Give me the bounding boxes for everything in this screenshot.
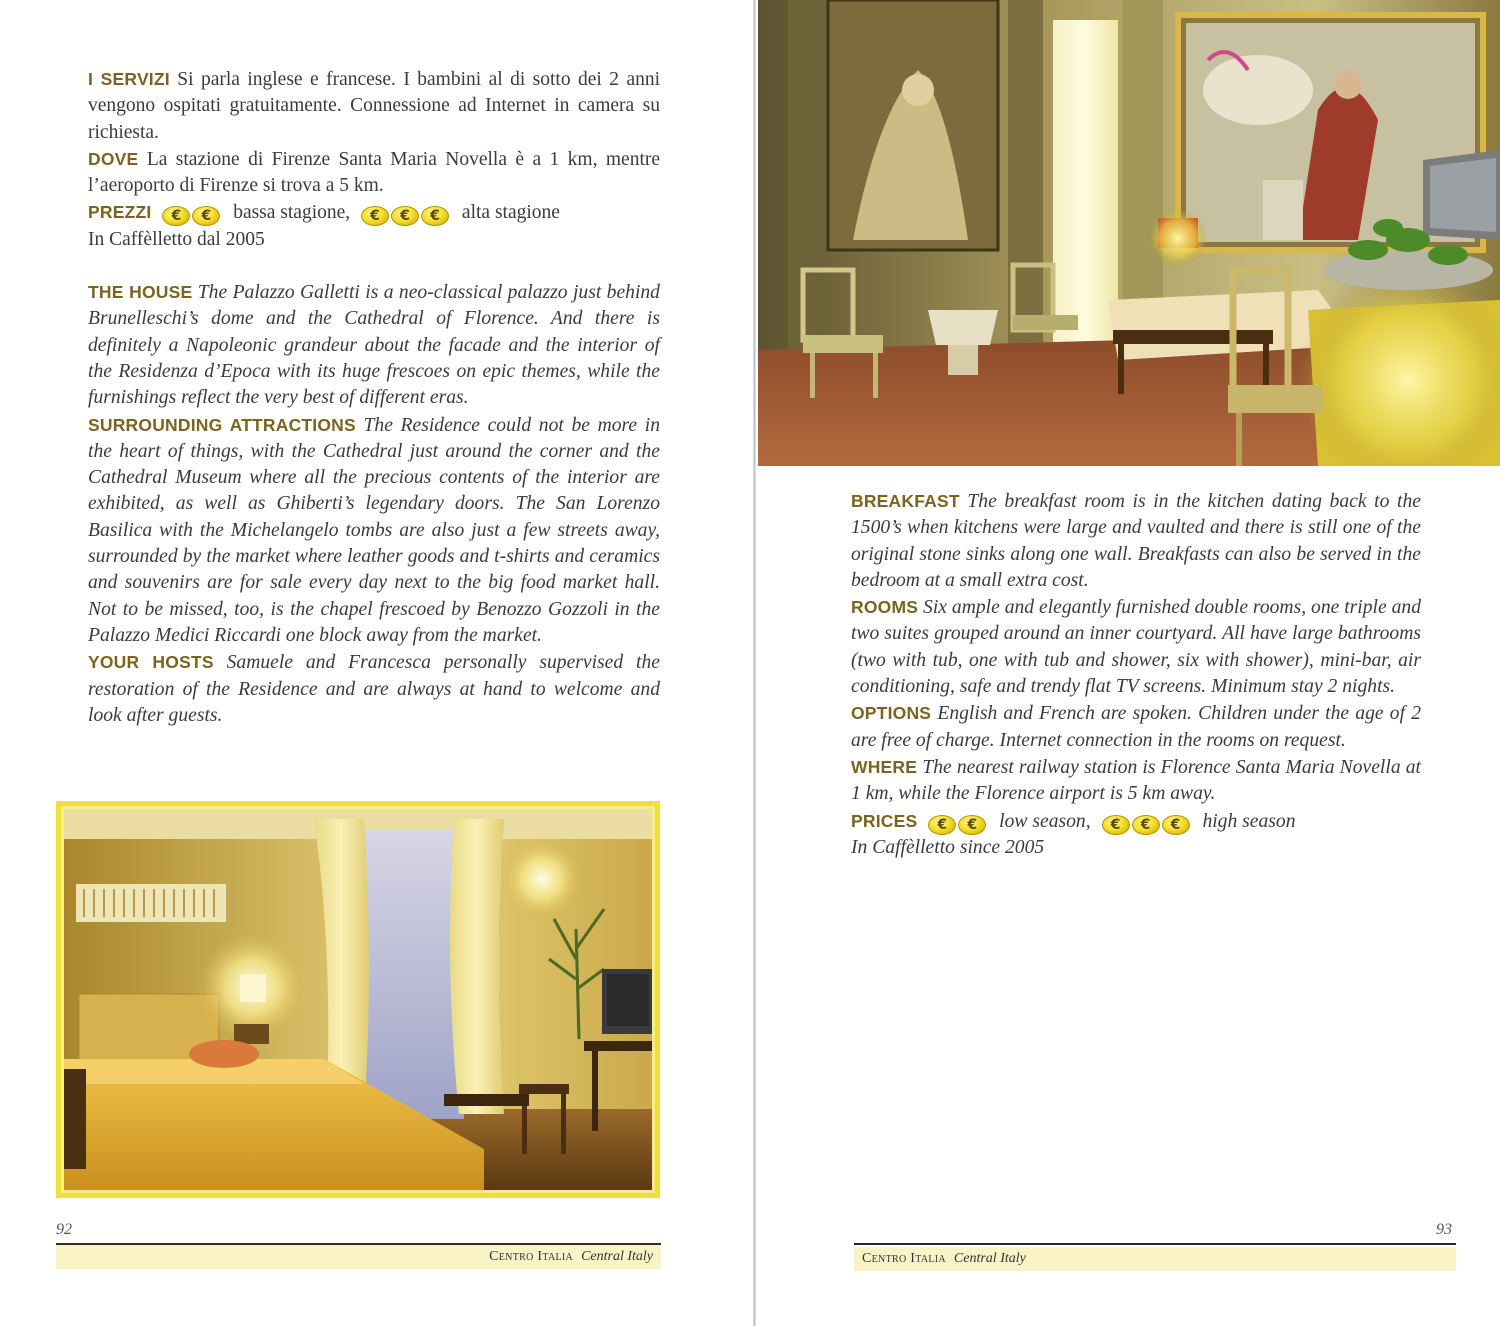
bedroom-photo (56, 801, 660, 1198)
dove-label: DOVE (88, 148, 139, 169)
prezzi-paragraph (88, 199, 660, 226)
euro-coin-icon: € (1132, 815, 1160, 835)
prices-high-text: high season (1202, 810, 1296, 832)
hosts-label: YOUR HOSTS (88, 652, 214, 673)
euro-coin-icon: € (162, 206, 190, 226)
prices-label: PRICES (851, 810, 918, 831)
house-paragraph (88, 279, 660, 411)
prezzi-high-coins (361, 200, 451, 226)
euro-coin-icon: € (421, 206, 449, 226)
euro-coin-icon: € (958, 815, 986, 835)
euro-coin-icon: € (361, 206, 389, 226)
options-paragraph (851, 700, 1421, 754)
hosts-paragraph (88, 649, 660, 729)
servizi-paragraph (88, 66, 660, 146)
prices-low-text: low season, (999, 810, 1091, 832)
since-it: In Caffèlletto dal 2005 (88, 228, 265, 250)
right-text-column (851, 488, 1421, 861)
footer-rule-right (854, 1243, 1456, 1245)
servizi-text: Si parla inglese e francese. I bambini al di sotto dei 2 anni vengono ospitati gratuitamente. Connessione ad Internet in camera su richiesta. (88, 69, 661, 143)
rooms-label: ROOMS (851, 597, 919, 618)
where-text: The nearest railway station is Florence Santa Maria Novella at 1 km, while the Florence airport is 5 km away. (851, 756, 1422, 805)
footer-region-it: Centro Italia (489, 1249, 574, 1264)
breakfast-label: BREAKFAST (851, 491, 960, 511)
house-text: The Palazzo Galletti is a neo-classical palazzo just behind Brunelleschi’s dome and the Cathedral of Florence. And there is definitely a Napoleonic grandeur about the facade and the interior of the Residenza d’Epoca with its huge frescoes on epic themes, while the furnishings reflect the very best of different eras. (88, 282, 660, 409)
salon-illustration (758, 0, 1500, 466)
house-label: THE HOUSE (88, 282, 193, 303)
prezzi-high-text: alta stagione (461, 202, 560, 224)
euro-coin-icon: € (928, 815, 956, 835)
page-right (756, 0, 1500, 1326)
euro-coin-icon: € (192, 206, 220, 226)
options-label: OPTIONS (851, 703, 932, 724)
prezzi-low-coins (162, 200, 222, 226)
footer-region-en: Central Italy (953, 1251, 1026, 1266)
prices-high-coins (1102, 809, 1192, 835)
footer-right (854, 1247, 1456, 1271)
dove-text: La stazione di Firenze Santa Maria Novella è a 1 km, mentre l’aeroporto di Firenze si trova a 5 km. (88, 148, 661, 197)
prices-paragraph (851, 808, 1421, 835)
euro-coin-icon: € (1102, 815, 1130, 835)
hosts-text: Samuele and Francesca personally supervised the restoration of the Residence and are always at hand to welcome and look after guests. (88, 652, 660, 726)
where-paragraph (851, 754, 1421, 808)
servizi-label: I SERVIZI (88, 69, 170, 89)
attractions-label: SURROUNDING ATTRACTIONS (88, 414, 356, 435)
breakfast-paragraph (851, 488, 1421, 594)
euro-coin-icon: € (1162, 815, 1190, 835)
bedroom-illustration (64, 809, 652, 1190)
dove-paragraph (88, 146, 660, 200)
footer-left (56, 1245, 661, 1269)
rooms-paragraph (851, 594, 1421, 700)
euro-coin-icon: € (391, 206, 419, 226)
footer-region-en: Central Italy (581, 1249, 653, 1264)
footer-region-it: Centro Italia (862, 1251, 946, 1266)
page-number-left: 92 (56, 1221, 72, 1238)
attractions-text: The Residence could not be more in the heart of things, with the Cathedral just around the corner and the Cathedral Museum where all the precious contents of the interior are exhibited, as well as Ghiberti’s legendary doors. The San Lorenzo Basilica with the Michelangelo tombs are also just a few streets away, surrounded by the market where leather goods and t-shirts and ceramics and souvenirs are for sale every day next to the big food market hall. Not to be missed, too, is the chapel frescoed by Benozzo Gozzoli in the Palazzo Medici Riccardi one block away from the market. (88, 414, 660, 646)
breakfast-text: The breakfast room is in the kitchen dating back to the 1500’s when kitchens were large and vaulted and there is still one of the original stone sinks along one wall. Breakfasts can also be served in the bedroom at a small extra cost. (851, 491, 1421, 591)
prezzi-label: PREZZI (88, 202, 152, 223)
attractions-paragraph (88, 412, 660, 650)
prices-low-coins (928, 809, 988, 835)
since-en: In Caffèlletto since 2005 (851, 836, 1045, 858)
salon-photo (758, 0, 1500, 466)
options-text: English and French are spoken. Children under the age of 2 are free of charge. Internet connection in the rooms on request. (851, 703, 1422, 751)
rooms-text: Six ample and elegantly furnished double rooms, one triple and two suites grouped around an inner courtyard. All have large bathrooms (two with tub, one with tub and shower, six with shower), mini-bar, air conditioning, safe and trendy flat TV screens. Minimum stay 2 nights. (851, 597, 1421, 698)
page-number-right: 93 (1436, 1221, 1452, 1238)
left-text-column (88, 66, 660, 729)
where-label: WHERE (851, 756, 918, 777)
prezzi-low-text: bassa stagione, (233, 202, 351, 224)
